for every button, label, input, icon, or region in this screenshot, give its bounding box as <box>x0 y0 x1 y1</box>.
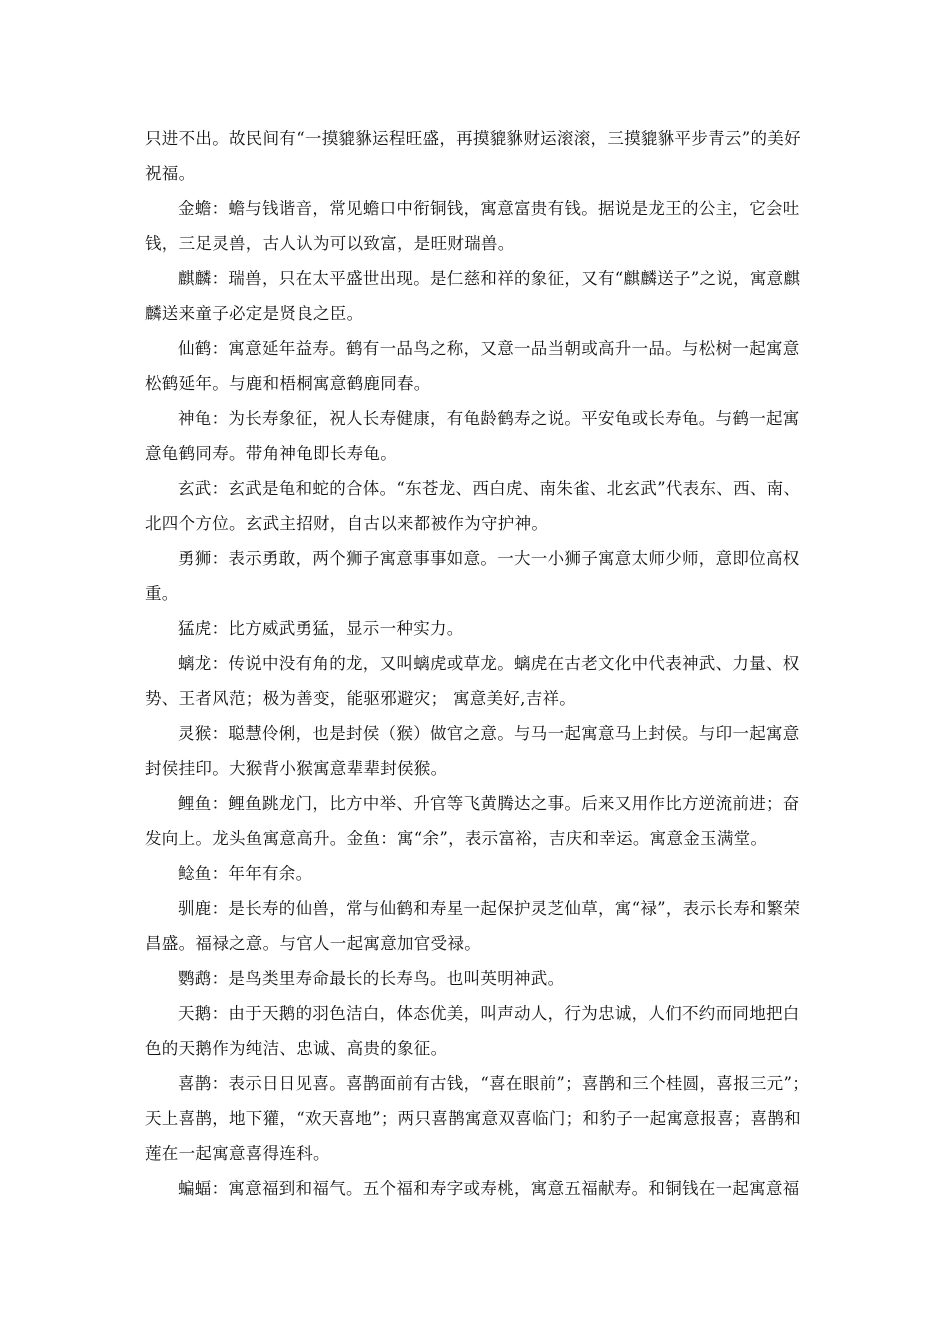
paragraph-yongshi: 勇狮：表示勇敢，两个狮子寓意事事如意。一大一小狮子寓意太师少师，意即位高权重。 <box>145 549 800 603</box>
paragraph-qilin: 麒麟：瑞兽，只在太平盛世出现。是仁慈和祥的象征，又有“麒麟送子”之说，寓意麒麟送来童子必定是贤良之臣。 <box>145 269 801 323</box>
paragraph-pixiu-continued: 只进不出。故民间有“一摸貔貅运程旺盛，再摸貔貅财运滚滚，三摸貔貅平步青云”的美好祝福。 <box>145 129 801 183</box>
paragraph-jinchan: 金蟾：蟾与钱谐音，常见蟾口中衔铜钱，寓意富贵有钱。据说是龙王的公主，它会吐钱，三足灵兽，古人认为可以致富，是旺财瑞兽。 <box>145 199 800 253</box>
paragraph-xianhe: 仙鹤：寓意延年益寿。鹤有一品鸟之称，又意一品当朝或高升一品。与松树一起寓意松鹤延年。与鹿和梧桐寓意鹤鹿同春。 <box>145 339 800 393</box>
body-text <box>145 121 815 1206</box>
paragraph-liyu: 鲤鱼：鲤鱼跳龙门，比方中举、升官等飞黄腾达之事。后来又用作比方逆流前进；奋发向上。龙头鱼寓意高升。金鱼：寓“余”，表示富裕，吉庆和幸运。寓意金玉满堂。 <box>145 794 800 848</box>
paragraph-bianfu: 蝙蝠：寓意福到和福气。五个福和寿字或寿桃，寓意五福献寿。和铜钱在一起寓意福 <box>178 1179 800 1198</box>
paragraph-shengui: 神龟：为长寿象征，祝人长寿健康，有龟龄鹤寿之说。平安龟或长寿龟。与鹤一起寓意龟鹤同寿。带角神龟即长寿龟。 <box>145 409 800 463</box>
paragraph-tiane: 天鹅：由于天鹅的羽色洁白，体态优美，叫声动人，行为忠诚，人们不约而同地把白色的天鹅作为纯洁、忠诚、高贵的象征。 <box>145 1004 800 1058</box>
paragraph-yingwu: 鹦鹉：是鸟类里寿命最长的长寿鸟。也叫英明神武。 <box>178 969 565 988</box>
paragraph-nianyu: 鲶鱼：年年有余。 <box>178 864 313 883</box>
paragraph-xuanwu: 玄武：玄武是龟和蛇的合体。“东苍龙、西白虎、南朱雀、北玄武”代表东、西、南、北四个方位。玄武主招财，自古以来都被作为守护神。 <box>145 479 801 533</box>
paragraph-xunlu: 驯鹿：是长寿的仙兽，常与仙鹤和寿星一起保护灵芝仙草，寓“禄”，表示长寿和繁荣昌盛。福禄之意。与官人一起寓意加官受禄。 <box>145 899 801 953</box>
paragraph-menghu: 猛虎：比方威武勇猛，显示一种实力。 <box>178 619 464 638</box>
paragraph-chilong: 螭龙：传说中没有角的龙，又叫螭虎或草龙。螭虎在古老文化中代表神武、力量、权势、王者风范；极为善变，能驱邪避灾； 寓意美好,吉祥。 <box>145 654 800 708</box>
paragraph-xique: 喜鹊：表示日日见喜。喜鹊面前有古钱，“喜在眼前”；喜鹊和三个桂圆，喜报三元”；天上喜鹊，地下獾，“欢天喜地”；两只喜鹊寓意双喜临门；和豹子一起寓意报喜；喜鹊和莲在一起寓意喜得连科。 <box>145 1074 810 1163</box>
paragraph-linghou: 灵猴：聪慧伶俐，也是封侯（猴）做官之意。与马一起寓意马上封侯。与印一起寓意封侯挂印。大猴背小猴寓意辈辈封侯猴。 <box>145 724 800 778</box>
